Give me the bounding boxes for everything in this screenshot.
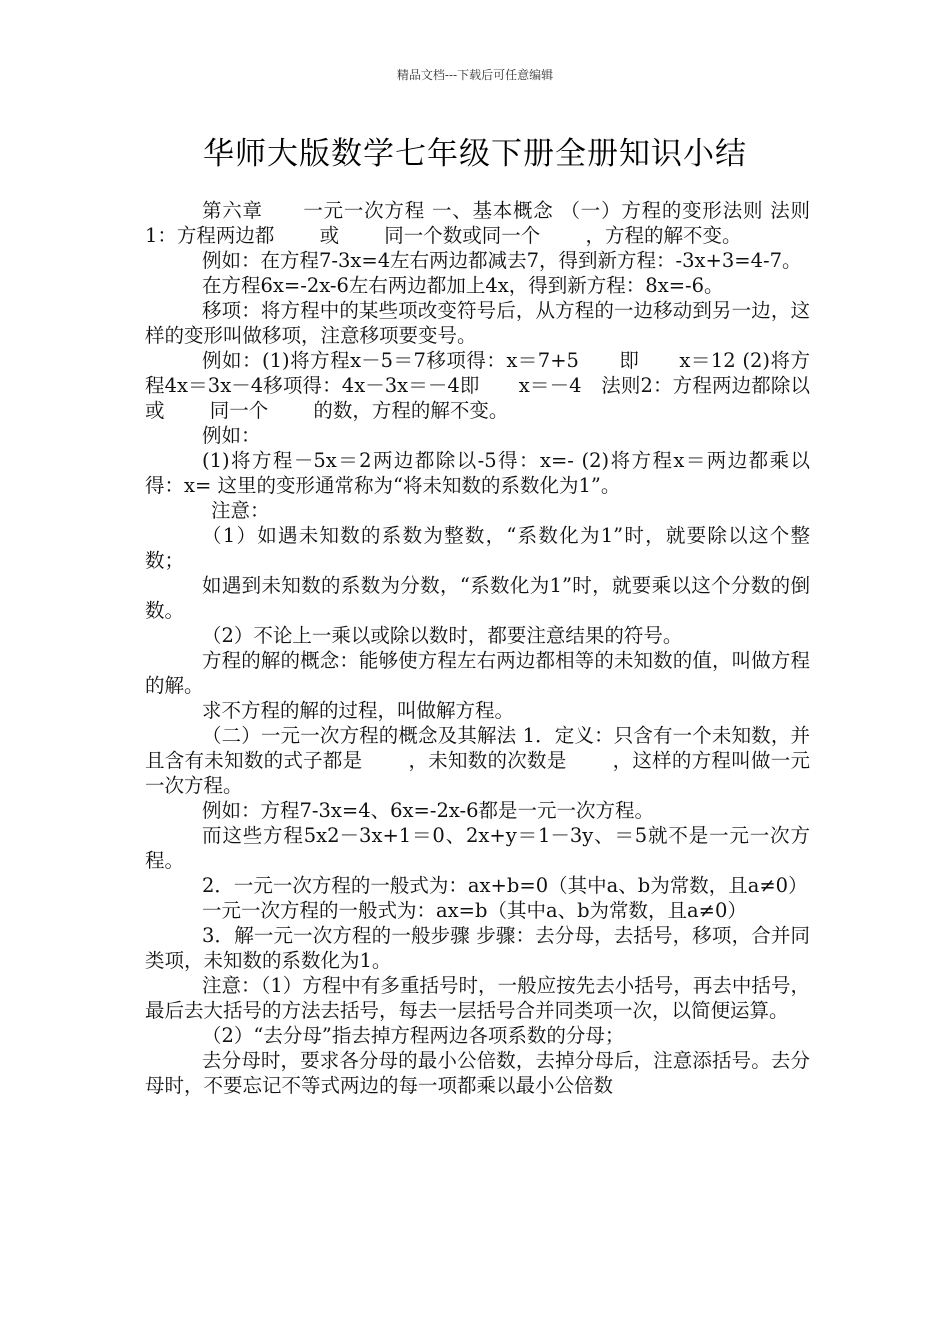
paragraph: 移项：将方程中的某些项改变符号后，从方程的一边移动到另一边，这样的变形叫做移项，注意移项要变号。	[145, 299, 810, 347]
paragraph: 方程的解的概念：能够使方程左右两边都相等的未知数的值，叫做方程的解。	[145, 649, 810, 697]
paragraph: 求不方程的解的过程，叫做解方程。	[202, 699, 515, 722]
paragraph: 注意：	[211, 499, 270, 522]
paragraph: （二）一元一次方程的概念及其解法 1．定义：只含有一个未知数，并且含有未知数的式子都是 ，未知数的次数是 ，这样的方程叫做一元一次方程。	[145, 724, 810, 797]
paragraph: 2．一元一次方程的一般式为：ax+b=0（其中a、b为常数，且a≠0）	[202, 874, 808, 897]
page-header: 精品文档---下载后可任意编辑	[396, 68, 554, 82]
paragraph: 而这些方程5x2－3x+1＝0、2x+y＝1－3y、＝5就不是一元一次方程。	[145, 824, 810, 872]
document-title: 华师大版数学七年级下册全册知识小结	[203, 136, 747, 172]
paragraph: (1)将方程－5x＝2两边都除以-5得：x=- (2)将方程x＝两边都乘以得：x= 这里的变形通常称为“将未知数的系数化为1”。	[145, 449, 810, 497]
paragraph: 例如：在方程7-3x=4左右两边都减去7，得到新方程：-3x+3=4-7。	[202, 249, 802, 272]
paragraph: 如遇到未知数的系数为分数，“系数化为1”时，就要乘以这个分数的倒数。	[145, 574, 810, 622]
paragraph: 例如：方程7-3x=4、6x=-2x-6都是一元一次方程。	[202, 799, 655, 822]
paragraph: 注意：（1）方程中有多重括号时，一般应按先去小括号，再去中括号，最后去大括号的方法去括号，每去一层括号合并同类项一次，以简便运算。	[145, 974, 810, 1022]
paragraph: 一元一次方程的一般式为：ax=b（其中a、b为常数，且a≠0）	[202, 899, 747, 922]
paragraph: 在方程6x=-2x-6左右两边都加上4x，得到新方程：8x=-6。	[202, 274, 724, 297]
paragraph: 例如：	[202, 424, 261, 447]
paragraph: 去分母时，要求各分母的最小公倍数，去掉分母后，注意添括号。去分母时，不要忘记不等式两边的每一项都乘以最小公倍数	[145, 1049, 810, 1097]
paragraph: 3．解一元一次方程的一般步骤 步骤：去分母，去括号，移项，合并同类项，未知数的系数化为1。	[145, 924, 810, 972]
document-body	[145, 198, 810, 1098]
paragraph: 例如：(1)将方程x－5＝7移项得：x＝7+5 即 x＝12 (2)将方程4x＝3x－4移项得：4x－3x＝－4即 x＝－4 法则2：方程两边都除以或 同一个 的数，方程的解不变。	[145, 349, 810, 422]
paragraph: （1）如遇未知数的系数为整数，“系数化为1”时，就要除以这个整数；	[145, 524, 810, 572]
paragraph: （2）“去分母”指去掉方程两边各项系数的分母；	[202, 1024, 625, 1047]
paragraph: （2）不论上一乘以或除以数时，都要注意结果的符号。	[202, 624, 683, 647]
paragraph: 第六章 一元一次方程 一、基本概念 （一）方程的变形法则 法则1：方程两边都 或 同一个数或同一个 ，方程的解不变。	[145, 199, 810, 247]
